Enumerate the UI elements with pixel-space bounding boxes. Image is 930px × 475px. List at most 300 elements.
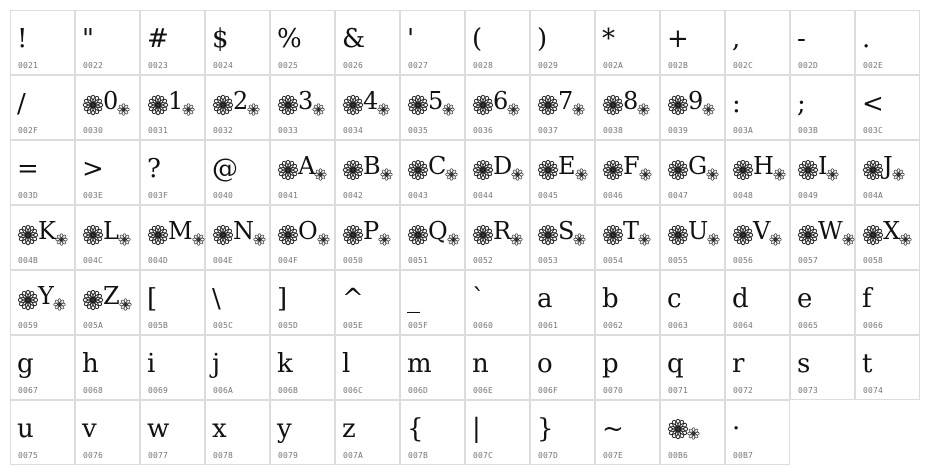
glyph-character: %	[277, 24, 302, 54]
glyph-preview	[602, 409, 655, 449]
flower-ornament-icon	[862, 217, 912, 246]
large-flower-icon	[277, 94, 299, 116]
small-flower-icon	[119, 298, 132, 311]
small-flower-icon	[447, 233, 460, 246]
glyph-code: 0042	[343, 191, 364, 200]
glyph-preview	[82, 149, 135, 189]
glyph-character: t	[862, 349, 873, 379]
glyph-preview	[407, 279, 460, 319]
glyph-code: 0074	[863, 386, 884, 395]
glyph-preview	[17, 409, 70, 449]
glyph-character: O	[298, 217, 318, 245]
glyph-preview	[147, 84, 200, 124]
glyph-code: 002B	[668, 61, 689, 70]
glyph-cell	[335, 270, 400, 335]
glyph-character: q	[667, 349, 684, 379]
glyph-cell	[465, 10, 530, 75]
small-flower-icon	[638, 233, 651, 246]
glyph-cell	[595, 205, 660, 270]
glyph-character: 9	[688, 87, 704, 115]
glyph-character: x	[212, 414, 227, 444]
large-flower-icon	[667, 418, 689, 440]
glyph-cell	[855, 270, 920, 335]
glyph-character: .	[862, 24, 871, 54]
glyph-character: {	[407, 414, 424, 444]
glyph-preview	[277, 344, 330, 384]
small-flower-icon	[511, 168, 524, 181]
glyph-character: /	[17, 89, 26, 119]
glyph-character: (	[472, 24, 483, 54]
glyph-cell	[205, 400, 270, 465]
flower-ornament-icon	[82, 87, 130, 116]
glyph-character: f	[862, 284, 872, 314]
glyph-preview	[82, 344, 135, 384]
flower-ornament-icon	[17, 217, 68, 246]
glyph-character: I	[818, 152, 828, 180]
glyph-character: r	[732, 349, 745, 379]
glyph-code: 0029	[538, 61, 559, 70]
glyph-preview	[602, 279, 655, 319]
glyph-preview	[277, 19, 330, 59]
flower-ornament-icon	[147, 87, 195, 116]
glyph-cell	[335, 335, 400, 400]
small-flower-icon	[510, 233, 523, 246]
glyph-code: 005C	[213, 321, 234, 330]
glyph-character: T	[623, 217, 640, 245]
glyph-code: 002D	[798, 61, 819, 70]
glyph-code: 004E	[213, 256, 234, 265]
glyph-preview	[667, 84, 720, 124]
glyph-preview	[602, 19, 655, 59]
glyph-cell	[725, 400, 790, 465]
glyph-character: W	[818, 217, 843, 245]
glyph-cell	[725, 140, 790, 205]
glyph-code: 0056	[733, 256, 754, 265]
small-flower-icon	[639, 168, 652, 181]
flower-ornament-icon	[797, 217, 855, 246]
glyph-cell	[465, 335, 530, 400]
glyph-preview	[407, 19, 460, 59]
glyph-character: h	[82, 349, 99, 379]
glyph-cell	[205, 10, 270, 75]
flower-ornament-icon	[667, 418, 700, 440]
glyph-character: K	[38, 217, 56, 245]
glyph-cell	[530, 75, 595, 140]
flower-ornament-icon	[342, 217, 391, 246]
glyph-cell	[790, 140, 855, 205]
glyph-character: +	[667, 24, 689, 54]
glyph-preview	[797, 19, 850, 59]
glyph-cell	[595, 140, 660, 205]
glyph-character: U	[688, 217, 709, 245]
glyph-character: o	[537, 349, 553, 379]
small-flower-icon	[253, 233, 266, 246]
glyph-preview	[277, 149, 330, 189]
large-flower-icon	[82, 94, 104, 116]
glyph-preview	[862, 149, 915, 189]
small-flower-icon	[892, 168, 905, 181]
glyph-character: #	[147, 24, 169, 54]
small-flower-icon	[572, 103, 585, 116]
glyph-cell	[270, 140, 335, 205]
glyph-code: 0036	[473, 126, 494, 135]
glyph-character: B	[363, 152, 381, 180]
glyph-character: @	[212, 154, 238, 184]
glyph-code: 0032	[213, 126, 234, 135]
flower-ornament-icon	[342, 152, 393, 181]
glyph-code: 0059	[18, 321, 39, 330]
large-flower-icon	[537, 224, 559, 246]
glyph-preview	[342, 279, 395, 319]
glyph-code: 0034	[343, 126, 364, 135]
glyph-code: 0038	[603, 126, 624, 135]
glyph-cell	[400, 75, 465, 140]
glyph-character: 7	[558, 87, 574, 115]
glyph-code: 0026	[343, 61, 364, 70]
glyph-character: V	[753, 217, 771, 245]
glyph-preview	[342, 214, 395, 254]
glyph-preview	[862, 214, 915, 254]
glyph-preview	[17, 279, 70, 319]
glyph-cell	[725, 205, 790, 270]
glyph-cell	[400, 205, 465, 270]
glyph-preview	[17, 84, 70, 124]
large-flower-icon	[472, 224, 494, 246]
small-flower-icon	[842, 233, 855, 246]
glyph-code: 0054	[603, 256, 624, 265]
glyph-character: ^	[342, 284, 364, 314]
glyph-code: 0079	[278, 451, 299, 460]
small-flower-icon	[380, 168, 393, 181]
glyph-cell	[140, 270, 205, 335]
glyph-character: n	[472, 349, 489, 379]
glyph-code: 007D	[538, 451, 559, 460]
flower-ornament-icon	[602, 217, 651, 246]
glyph-code: 0058	[863, 256, 884, 265]
small-flower-icon	[55, 233, 68, 246]
glyph-cell	[465, 400, 530, 465]
glyph-preview	[472, 149, 525, 189]
large-flower-icon	[342, 94, 364, 116]
glyph-character: A	[298, 152, 316, 180]
glyph-code: 0061	[538, 321, 559, 330]
glyph-cell	[205, 335, 270, 400]
glyph-character: i	[147, 349, 156, 379]
glyph-cell	[335, 400, 400, 465]
glyph-cell	[530, 10, 595, 75]
large-flower-icon	[277, 224, 299, 246]
glyph-character: 5	[428, 87, 444, 115]
glyph-preview	[537, 279, 590, 319]
glyph-preview	[537, 409, 590, 449]
large-flower-icon	[212, 94, 234, 116]
glyph-character: )	[537, 24, 548, 54]
glyph-character: 1	[168, 87, 184, 115]
glyph-cell	[855, 10, 920, 75]
glyph-character: e	[797, 284, 813, 314]
glyph-preview	[602, 149, 655, 189]
flower-ornament-icon	[277, 217, 330, 246]
glyph-cell	[530, 335, 595, 400]
glyph-preview	[732, 344, 785, 384]
glyph-cell	[400, 270, 465, 335]
small-flower-icon	[445, 168, 458, 181]
glyph-code: 0053	[538, 256, 559, 265]
glyph-code: 005D	[278, 321, 299, 330]
large-flower-icon	[537, 159, 559, 181]
flower-ornament-icon	[82, 282, 132, 311]
glyph-cell	[75, 140, 140, 205]
glyph-cell	[790, 205, 855, 270]
glyph-character: [	[147, 284, 158, 314]
glyph-cell	[205, 205, 270, 270]
glyph-code: 003E	[83, 191, 104, 200]
glyph-cell	[595, 400, 660, 465]
large-flower-icon	[82, 289, 104, 311]
glyph-character: g	[17, 349, 34, 379]
glyph-cell	[205, 140, 270, 205]
glyph-code: 0072	[733, 386, 754, 395]
glyph-character: D	[493, 152, 513, 180]
large-flower-icon	[342, 159, 364, 181]
glyph-code: 0030	[83, 126, 104, 135]
glyph-code: 0078	[213, 451, 234, 460]
glyph-cell	[400, 400, 465, 465]
large-flower-icon	[537, 94, 559, 116]
flower-ornament-icon	[862, 152, 905, 181]
glyph-preview	[537, 149, 590, 189]
glyph-code: 004A	[863, 191, 884, 200]
glyph-cell	[75, 75, 140, 140]
glyph-code: 0048	[733, 191, 754, 200]
glyph-cell	[660, 75, 725, 140]
glyph-cell	[790, 10, 855, 75]
glyph-code: 0065	[798, 321, 819, 330]
glyph-preview	[797, 84, 850, 124]
glyph-preview	[82, 409, 135, 449]
glyph-preview	[407, 409, 460, 449]
glyph-cell	[530, 400, 595, 465]
glyph-code: 0076	[83, 451, 104, 460]
large-flower-icon	[667, 224, 689, 246]
glyph-preview	[537, 84, 590, 124]
glyph-code: 006E	[473, 386, 494, 395]
glyph-code: 0066	[863, 321, 884, 330]
glyph-cell	[270, 75, 335, 140]
glyph-preview	[212, 84, 265, 124]
glyph-code: 0070	[603, 386, 624, 395]
glyph-cell	[335, 10, 400, 75]
glyph-character: S	[558, 217, 575, 245]
glyph-code: 0025	[278, 61, 299, 70]
glyph-cell	[140, 335, 205, 400]
glyph-cell	[530, 205, 595, 270]
flower-ornament-icon	[472, 152, 524, 181]
glyph-preview	[147, 149, 200, 189]
glyph-grid	[10, 10, 920, 465]
glyph-character: 8	[623, 87, 639, 115]
glyph-preview	[277, 409, 330, 449]
small-flower-icon	[53, 298, 66, 311]
glyph-character: $	[212, 24, 229, 54]
glyph-code: 0051	[408, 256, 429, 265]
glyph-preview	[82, 19, 135, 59]
glyph-cell	[335, 205, 400, 270]
large-flower-icon	[732, 159, 754, 181]
glyph-character: ?	[147, 154, 161, 184]
glyph-preview	[472, 84, 525, 124]
glyph-cell	[205, 75, 270, 140]
glyph-code: 0049	[798, 191, 819, 200]
glyph-cell	[465, 205, 530, 270]
small-flower-icon	[707, 233, 720, 246]
glyph-preview	[732, 214, 785, 254]
glyph-preview	[212, 149, 265, 189]
glyph-character: m	[407, 349, 432, 379]
glyph-preview	[82, 84, 135, 124]
glyph-character: ~	[602, 414, 624, 444]
glyph-preview	[472, 279, 525, 319]
glyph-cell	[660, 10, 725, 75]
glyph-preview	[277, 84, 330, 124]
large-flower-icon	[472, 159, 494, 181]
small-flower-icon	[773, 168, 786, 181]
glyph-preview	[147, 214, 200, 254]
glyph-character: E	[558, 152, 576, 180]
glyph-character: L	[103, 217, 119, 245]
glyph-cell	[270, 205, 335, 270]
glyph-cell	[725, 270, 790, 335]
glyph-code: 0067	[18, 386, 39, 395]
small-flower-icon	[192, 233, 205, 246]
glyph-code: 004B	[18, 256, 39, 265]
large-flower-icon	[602, 224, 624, 246]
large-flower-icon	[147, 94, 169, 116]
glyph-cell	[660, 335, 725, 400]
glyph-character: \	[212, 284, 221, 314]
glyph-cell	[10, 335, 75, 400]
glyph-cell	[465, 140, 530, 205]
small-flower-icon	[312, 103, 325, 116]
glyph-cell	[270, 400, 335, 465]
glyph-character: G	[688, 152, 708, 180]
glyph-preview	[602, 84, 655, 124]
glyph-cell	[400, 335, 465, 400]
glyph-cell	[855, 75, 920, 140]
glyph-character: a	[537, 284, 553, 314]
flower-ornament-icon	[147, 217, 205, 246]
glyph-preview	[667, 279, 720, 319]
glyph-code: 005F	[408, 321, 429, 330]
glyph-character: Y	[38, 282, 54, 310]
glyph-cell	[270, 270, 335, 335]
glyph-code: 005A	[83, 321, 104, 330]
large-flower-icon	[147, 224, 169, 246]
glyph-cell	[530, 270, 595, 335]
large-flower-icon	[667, 94, 689, 116]
glyph-preview	[667, 409, 720, 449]
large-flower-icon	[407, 94, 429, 116]
glyph-cell	[855, 140, 920, 205]
glyph-code: 0063	[668, 321, 689, 330]
glyph-code: 006D	[408, 386, 429, 395]
small-flower-icon	[117, 103, 130, 116]
large-flower-icon	[862, 224, 884, 246]
glyph-code: 003C	[863, 126, 884, 135]
glyph-code: 0071	[668, 386, 689, 395]
glyph-code: 003B	[798, 126, 819, 135]
glyph-preview	[602, 214, 655, 254]
glyph-code: 006C	[343, 386, 364, 395]
flower-ornament-icon	[602, 87, 650, 116]
glyph-preview	[797, 214, 850, 254]
large-flower-icon	[277, 159, 299, 181]
glyph-character: 6	[493, 87, 509, 115]
glyph-character: ]	[277, 284, 288, 314]
glyph-character: X	[883, 217, 901, 245]
glyph-cell	[270, 10, 335, 75]
glyph-preview	[147, 344, 200, 384]
glyph-preview	[82, 279, 135, 319]
glyph-character: "	[82, 24, 94, 54]
small-flower-icon	[899, 233, 912, 246]
glyph-cell	[595, 10, 660, 75]
flower-ornament-icon	[667, 87, 715, 116]
glyph-preview	[667, 19, 720, 59]
glyph-code: 0057	[798, 256, 819, 265]
glyph-code: 002E	[863, 61, 884, 70]
glyph-code: 0064	[733, 321, 754, 330]
glyph-code: 0047	[668, 191, 689, 200]
glyph-preview	[667, 344, 720, 384]
glyph-character: -	[797, 24, 806, 54]
glyph-character: &	[342, 24, 366, 54]
glyph-code: 0035	[408, 126, 429, 135]
glyph-cell	[75, 10, 140, 75]
glyph-character: C	[428, 152, 447, 180]
large-flower-icon	[862, 159, 884, 181]
glyph-cell	[660, 270, 725, 335]
glyph-code: 0037	[538, 126, 559, 135]
glyph-code: 0040	[213, 191, 234, 200]
large-flower-icon	[17, 224, 39, 246]
glyph-code: 003F	[148, 191, 169, 200]
flower-ornament-icon	[17, 282, 66, 311]
large-flower-icon	[17, 289, 39, 311]
glyph-preview	[667, 149, 720, 189]
glyph-preview	[797, 279, 850, 319]
glyph-character: Q	[428, 217, 448, 245]
glyph-preview	[342, 19, 395, 59]
glyph-preview	[602, 344, 655, 384]
glyph-preview	[147, 409, 200, 449]
small-flower-icon	[706, 168, 719, 181]
flower-ornament-icon	[667, 217, 720, 246]
small-flower-icon	[769, 233, 782, 246]
glyph-preview	[212, 279, 265, 319]
glyph-cell	[465, 75, 530, 140]
glyph-cell	[660, 140, 725, 205]
glyph-character: c	[667, 284, 682, 314]
small-flower-icon	[182, 103, 195, 116]
glyph-preview	[407, 149, 460, 189]
flower-ornament-icon	[277, 87, 325, 116]
glyph-preview	[667, 214, 720, 254]
glyph-cell	[790, 335, 855, 400]
glyph-cell	[270, 335, 335, 400]
glyph-character: <	[862, 89, 884, 119]
glyph-character: 2	[233, 87, 249, 115]
